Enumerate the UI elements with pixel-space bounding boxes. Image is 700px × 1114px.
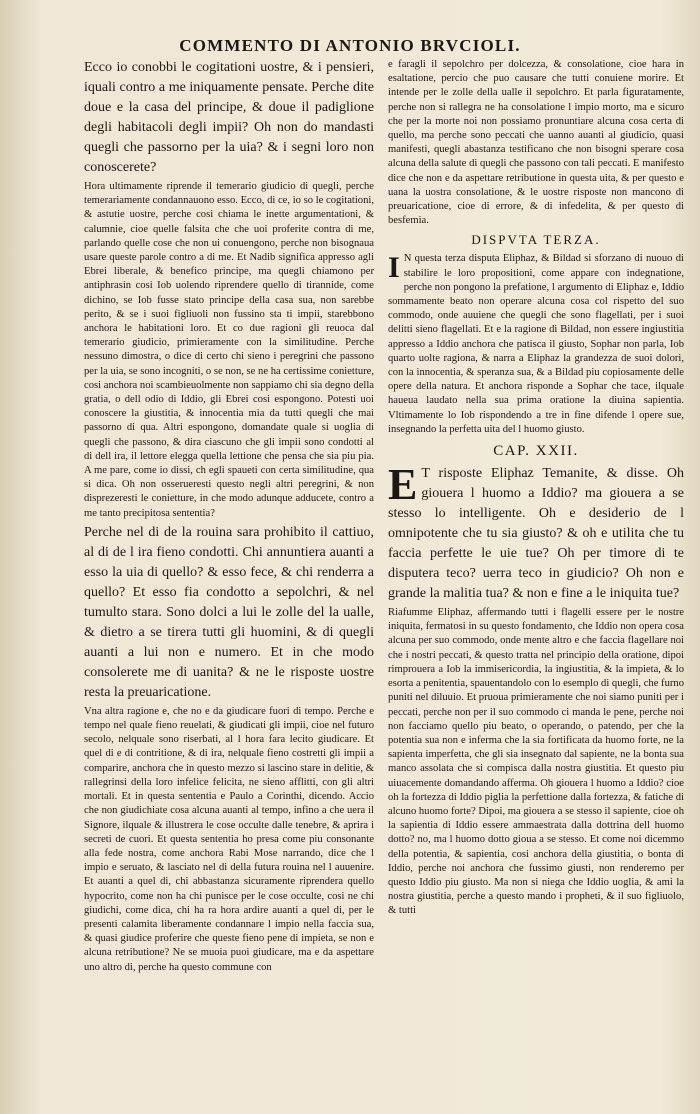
section-heading: DISPVTA TERZA. [471, 232, 601, 248]
scripture-verse: Perche nel di de la rouina sara prohibito il cattiuo, al di de l ira fieno condotti. Chi annuntiera auanti a esso la uia di quello? & esso fece, & chi renderra a quello? Et esso fia condotto a sepolchri, & nel tumulto stara. Sono dolci a lui le zolle del la ualle, & dietro a se tirera tutti gli huomini, & di quegli auanti a lui non e numero. Et in che modo consolerete me di uanita? & ne le risposte uostre resta la preuaricatione. [84, 524, 374, 700]
commentary-paragraph: I N questa terza disputa Eliphaz, & Bildad si sforzano di nuouo di stabilire le loro propositioni, come appare con indegnatione, perche non pongono la prefatione, l argumento di Eliphaz e, Iddio sommamente beato non operare alcuna cosa col rispetto del suo commodo, onde auuiene che quegli che sono flagellati, per i suoi delitti sieno flagellati. Et e la ragione di Bildad, non essere ingiustitia appresso a Iddio anchora che patisca il giusto, Sophar non parla, Iob quarto uolte ragiona, & narra a Eliphaz la grandezza de suoi dolori, con la innocentia, & speranza sua, & a Bildad piu copiosamente delle opere della natura. Et anchora risponde a Sophar che tace, ilquale haueua laudato nella sua prima oratione la diuina sapientia. Vltimamente lo Iob rispondendo a tre in fine difende l opere sue, insegnando la perfetta uita del l huomo giusto. [388, 251, 684, 435]
commentary-paragraph: Riafumme Eliphaz, affermando tutti i flagelli essere per le nostre iniquita, fermatosi in su questo fondamento, che Iddio non opera cosa alcuna per suo commodo, onde mente altro e che faccia flagellare noi che i nostri peccati, & questo tratta nel principio della oratione, dipoi rimprouera a Iob la immisericordia, la ingiustitia, & la impieta, & lo esorta a penitentia, spauentandolo con lo esemplo di quegli, che furno puniti nel diluuio. Et pruoua primieramente che noi siamo puniti per i peccati, perche non per il suo commodo ci manda le pene, perche noi non facciamo quello piu beato, o operando, o patendo, per che la potentia sua non e inferma che la sia fortificata da huomo forte, ne la sapienta imperfetta, che gli sia insegnato dal sapiente, ne la bonta sua manco assolata che si compisca dalla nostra giustitia. Et questo piu uiuacemente domandando afferma. Oh giouera l huomo a Iddio? cioe oh la fortezza di Iddio piglia la perfettione dalla fortezza, & fatiche di alcuno huomo forte? Dipoi, ma giouera a se stesso il sapiente, cioe oh la sapientia di Iddio essere ammaestrata dalla dottrina dell huomo dotto? no, ma l huomo dotto gioua a se stesso. Et come noi dicemmo della potentia, & sapientia, cosi anchora della giustitia, o bonta di Iddio, perche noi anchora che fussimo giusti, non renderemo per questo Iddio piu giusto. Ma non si niega che Iddio uoglia, & ami la nostra giustitia, perche a questo mando i propheti, & il suo figliuolo, & tutti [388, 607, 684, 917]
commentary-paragraph: Hora ultimamente riprende il temerario giudicio di quegli, perche temerariamente condannauono esso. Ecco, di ce, io so le cogitationi, & astutie uostre, perche cosi chiama le inette argumentationi, & calumnie, cioe quelle falsita che che uoi proferite contra di me, parlando quelle cose che non ui conuengono, perche non bisognaua usare queste parole contro a di me. Et Nadib significa appresso agli Ebrei liberale, & benefico principe, ma quegli chiamono per antiphrasin cosi Iob uolendo riprendere quello di tirannide, come dichino, se Iob fusse stato principe della casa sua, non sarebbe perito, & se i suoi figliuoli non fussino sta ti impii, starebbono anchora le habitationi loro. Et co due ragioni gli reuoca dal temerario giudicio, primieramente con la similitudine. Perche nessuno dimostra, o dice di certo chi sieno i peregrini che passono per la uia, se sono incogniti, o se non, se ne ha certissime conietture, cosi anchora noi scambieuolmente non sappiamo chi sia degno della gratia, o dell odio di Iddio, gli Ebrei cosi espongono. Potesti uoi conoscere la giustitia, & innocentia mia da tutti quegli che mai passorno di qua. Altri espongono, domandate quale si uoglia di quegli che passono, & dira ciascuno che gli impii sono condotti al di dell ira, il lettore elegga quella lettione che pensa che sia piu pia. A me pare, come io dissi, ch egli spaueti con certa similitudine, qua si dica. Oh non osserueresti questo negli altri peregrini, & non disprezeresti le conietture, in che modo adunque adducete, contro a me tanto precipitosa sententia? [84, 181, 374, 519]
chapter-heading: CAP. XXII. [493, 443, 579, 460]
drop-cap: E [388, 460, 418, 510]
left-column [84, 58, 374, 977]
commentary-paragraph: e faragli il sepolchro per dolcezza, & consolatione, cioe hara in esaltatione, percio che puo causare che tutti conuiene morire. Et intende per le zolle della ualle il sepolchro. Et parla figuratamente, perche non si rallegra ne ha consolatione l impio morto, ma e sicuro che per la morte noi non possiamo pronuntiare alcuna cosa certa di quello, ma perche sono peccati che uanno auanti al giudicio, quasi manifesti, quegli abastanza testificano che non bisogni sperare cosa alcuna della salute di quegli che passono con tali peccati. E manifesto dice che non e da aspettare retributione in questa uita, & per questo e uana la uostra consolatione, & le uostre risposte non mancono di preuaricatione, cioe di errore, & di infedelita, & per questo di besfemia. [388, 59, 684, 227]
right-column [388, 58, 684, 921]
drop-cap: I [388, 251, 400, 285]
scripture-verse: Ecco io conobbi le cogitationi uostre, & i pensieri, iquali contro a me iniquamente pensate. Perche dite doue e la casa del principe, & doue il padiglione degli habitacoli degli impii? Oh non do mandasti quegli che passorno per la uia? & i segni loro non conoscerete? [84, 60, 374, 175]
running-header: COMMENTO DI ANTONIO BRVCIOLI. [179, 36, 521, 55]
commentary-paragraph: Vna altra ragione e, che no e da giudicare fuori di tempo. Perche e tempo nel quale fieno reuelati, & giudicati gli impii, cioe nel futuro secolo, nelquale sono riserbati, al l hora fara lecito giudicare. Et quel di e di contritione, & di ira, nelquale fieno costretti gli impii a comparire, anchora che in questo mezzo si lascino stare in delitie, & rallegrinsi della loro infelice felicita, ne sieno afflitti, con gli altri mortali. Et in questa sententia e Paulo a Corinthi, dicendo. Accio che non giudichiate cosa alcuna auanti al tempo, infino a che uera il Signore, ilquale & illustrera le cose occulte dalle tenebre, & aprira i secreti de cuori. Et questa sententia ho presa come piu consonante alla fede nostra, come anchora Rabi Mose narrando, dice che l impio e seruato, & lasciato nel di della futura rouina nel l auuenire. Et auanti a quel di, chi abbastanza sicuramente riprendera quello hypocrito, come non ha chi punisce per le cose occulte, cosi ne chi giudichi, come dica, chi ha ra hora ardire auanti a quel di, per le presenti calamita liberamente condannare l impio nella faccia sua, & quasi giudice proferire che queste fieno pene di impieta, se non e alcuna retributione? Ne se muoia puoi giudicare, ma e da aspettare uno altro di, perche ha questo commune con [84, 705, 374, 973]
scripture-verse: E T risposte Eliphaz Temanite, & disse. Oh giouera l huomo a Iddio? ma giouera a se stesso lo intelligente. Oh e desiderio de l omnipotente che tu sia giusto? & oh e utilita che tu faccia perfette le uie tue? Oh per timore di te disputera teco? uerra teco in giudicio? Oh non e grande la malitia tua? & non e fine a le iniquita tue? [388, 460, 684, 602]
